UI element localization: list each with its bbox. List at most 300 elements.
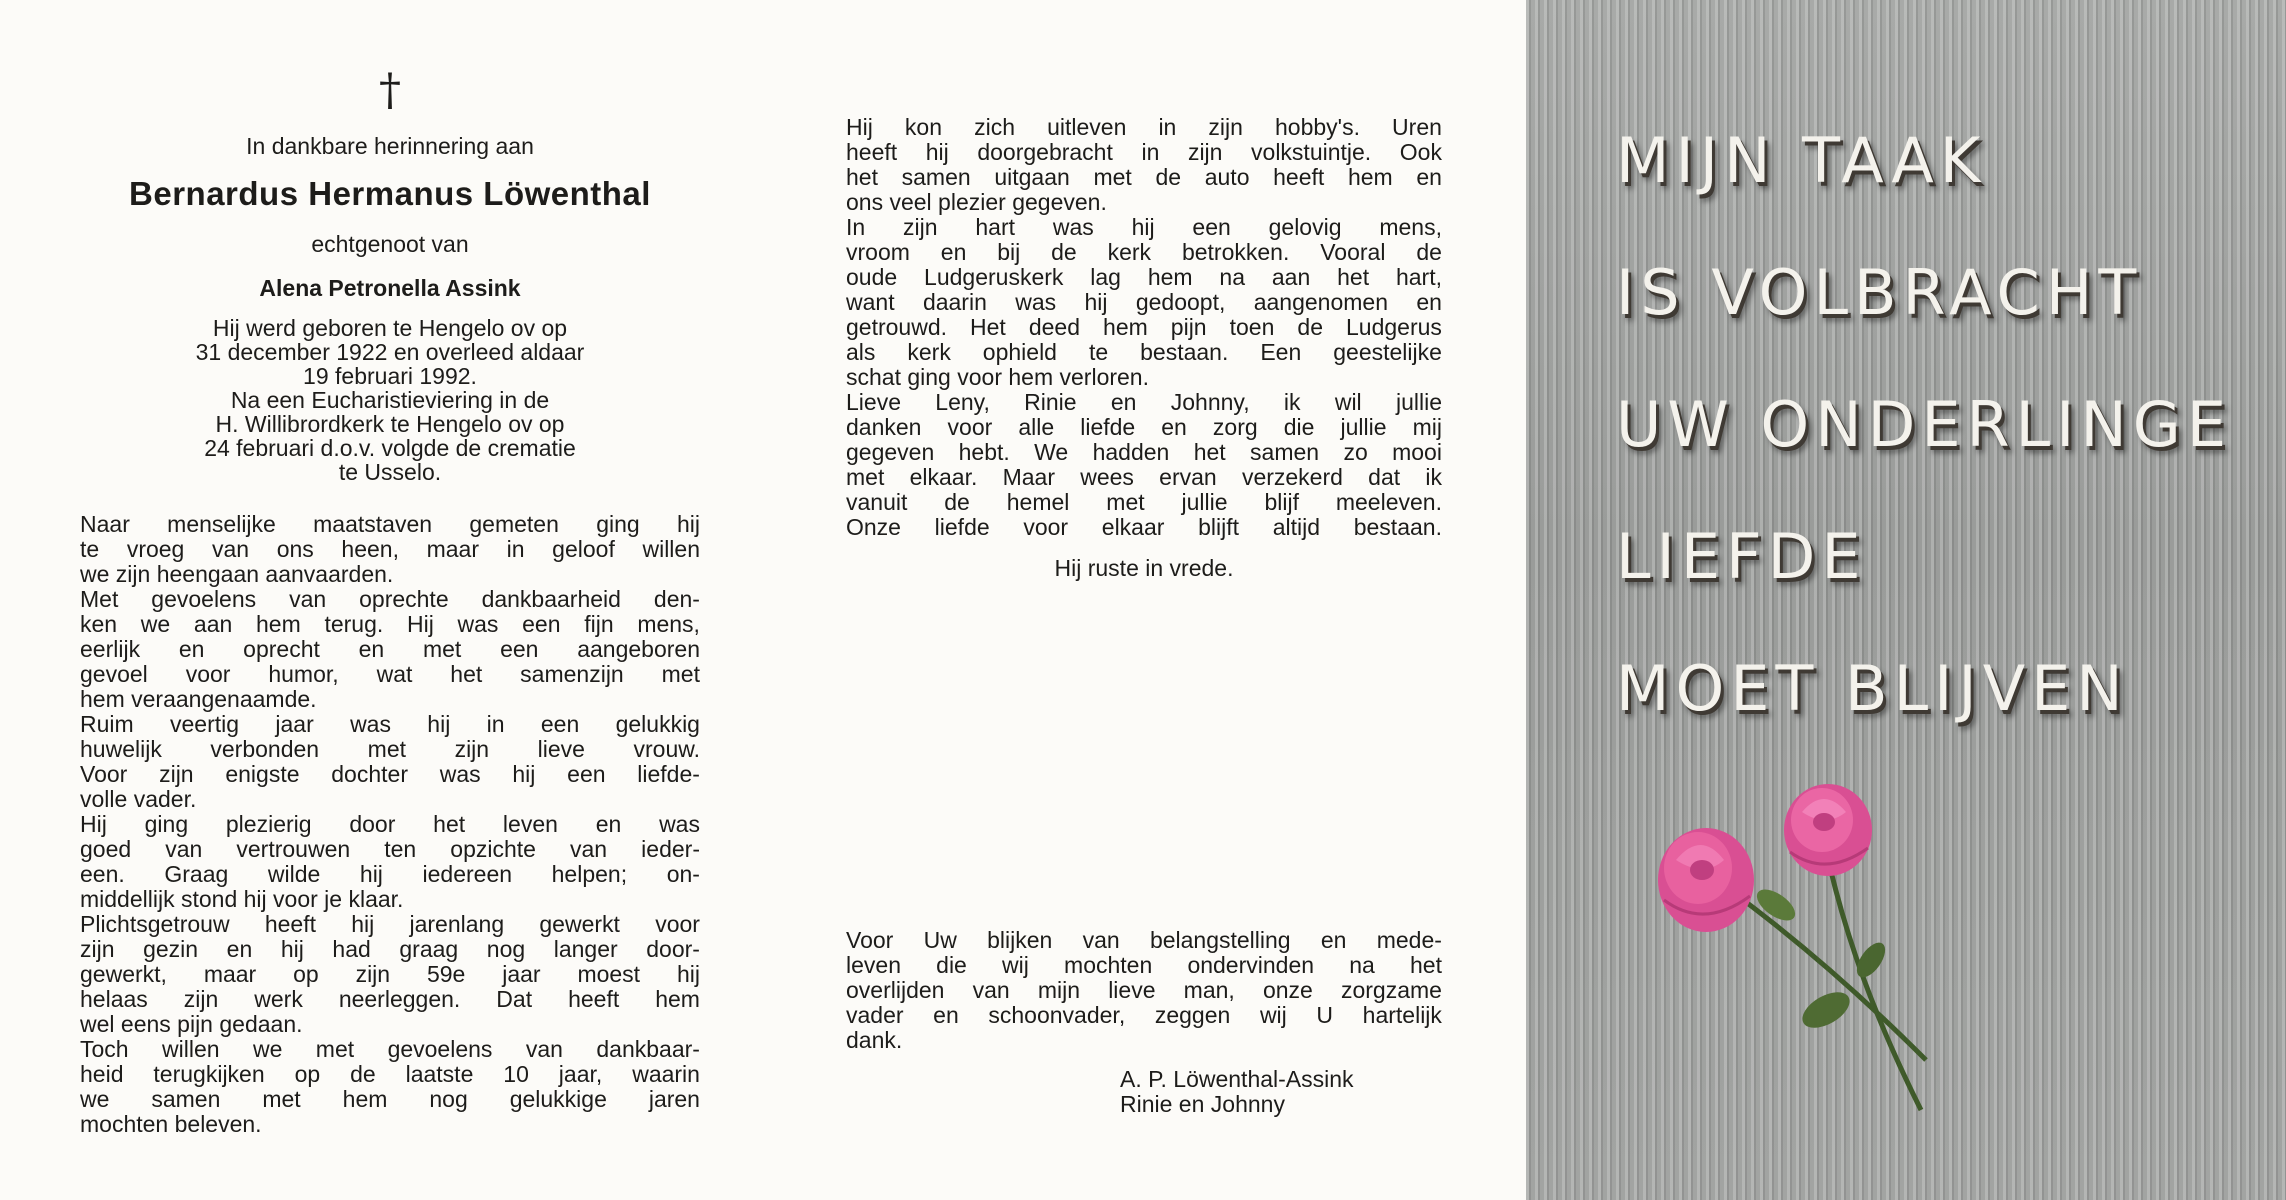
text-word: overlijden xyxy=(846,977,945,1003)
text-line xyxy=(846,978,1442,1003)
text-word: het xyxy=(433,811,466,837)
text-word: Vooral xyxy=(1320,239,1386,265)
text-word: en xyxy=(358,636,385,662)
text-word: werk xyxy=(254,986,303,1012)
text-line: wel eens pijn gedaan. xyxy=(80,1011,303,1037)
text-line xyxy=(80,812,700,837)
text-word: en xyxy=(595,811,622,837)
text-word: goed xyxy=(80,836,132,862)
text-line xyxy=(846,215,1442,240)
text-word: ervan xyxy=(1159,464,1217,490)
text-word: ik xyxy=(1425,464,1442,490)
text-word: zijn xyxy=(903,214,938,240)
text-word: wees xyxy=(1080,464,1134,490)
text-word: liefde- xyxy=(637,761,700,787)
text-word: en xyxy=(1110,389,1137,415)
text-word: pijn xyxy=(1170,314,1207,340)
bio-line: Na een Eucharistieviering in de xyxy=(230,387,550,413)
text-word: hij xyxy=(351,911,375,937)
text-word: wilde xyxy=(267,861,321,887)
inscription-line: IS VOLBRACHT xyxy=(1616,256,2143,329)
text-word: volkstuintje. xyxy=(1251,139,1372,165)
text-word: blijft xyxy=(1198,514,1240,540)
text-word: vertrouwen xyxy=(236,836,351,862)
text-word: graag xyxy=(399,936,459,962)
text-word: Toch xyxy=(80,1036,129,1062)
text-line xyxy=(846,340,1442,365)
text-line xyxy=(846,953,1442,978)
text-word: en xyxy=(940,239,967,265)
text-word: en xyxy=(1320,927,1347,953)
text-word: maatstaven xyxy=(313,511,433,537)
text-word: was xyxy=(350,711,391,737)
text-word: aan xyxy=(193,611,233,637)
text-word: mij xyxy=(1412,414,1442,440)
text-word: wij xyxy=(1002,952,1029,978)
bio-line: Hij werd geboren te Hengelo ov op xyxy=(212,315,568,341)
bio-line: 19 februari 1992. xyxy=(303,363,477,389)
text-word: Onze xyxy=(846,514,901,540)
text-word: Rinie xyxy=(1024,389,1077,415)
text-word: Lieve xyxy=(846,389,901,415)
text-word: hij xyxy=(676,511,700,537)
text-word: samenzijn xyxy=(520,661,624,687)
text-line: schat ging voor hem verloren. xyxy=(846,364,1149,390)
text-word: hadden xyxy=(1092,439,1170,465)
text-word: zijn xyxy=(1208,114,1243,140)
text-word: opzichte xyxy=(450,836,536,862)
text-word: vroeg xyxy=(126,536,185,562)
text-word: het xyxy=(846,164,878,190)
text-word: een xyxy=(500,636,539,662)
text-word: Ludgerus xyxy=(1346,314,1442,340)
text-word: zorgzame xyxy=(1340,977,1442,1003)
text-line: middellijk stond hij voor je klaar. xyxy=(80,886,404,912)
text-word: auto xyxy=(1204,164,1250,190)
text-word: gezin xyxy=(143,936,199,962)
text-word: Naar xyxy=(80,511,130,537)
text-word: van xyxy=(165,836,203,862)
text-word: gevoelens xyxy=(151,586,257,612)
text-word: de xyxy=(1297,314,1323,340)
inscription-line: UW ONDERLINGE xyxy=(1616,388,2232,461)
text-word: kerk xyxy=(907,339,951,365)
text-word: Voor xyxy=(846,927,894,953)
text-line xyxy=(80,937,700,962)
text-word: hart, xyxy=(1395,264,1442,290)
text-word: hem xyxy=(655,986,700,1012)
text-word: hem xyxy=(1147,264,1193,290)
text-line xyxy=(846,140,1442,165)
text-word: ging xyxy=(144,811,189,837)
text-line xyxy=(846,490,1442,515)
text-line xyxy=(80,962,700,987)
text-word: Ludgeruskerk xyxy=(924,264,1064,290)
text-word: lieve xyxy=(1108,977,1156,1003)
text-word: hij xyxy=(359,861,383,887)
text-line xyxy=(846,515,1442,540)
intro-line: In dankbare herinnering aan xyxy=(246,133,534,159)
spouse-name: Alena Petronella Assink xyxy=(259,275,521,301)
text-word: ten xyxy=(384,836,417,862)
text-word: heeft xyxy=(568,986,620,1012)
left-column xyxy=(80,60,700,1137)
text-word: de xyxy=(1416,239,1442,265)
rose-stem xyxy=(1716,880,1926,1060)
text-word: en xyxy=(178,636,205,662)
text-word: na xyxy=(1349,952,1375,978)
text-line xyxy=(846,928,1442,953)
text-word: een xyxy=(540,711,580,737)
text-word: terugkijken xyxy=(153,1061,265,1087)
signature-line: Rinie en Johnny xyxy=(1120,1091,1285,1117)
text-word: zijn xyxy=(159,761,194,787)
text-line xyxy=(80,737,700,762)
text-word: gewerkt xyxy=(539,911,620,937)
text-word: dankbaar- xyxy=(596,1036,700,1062)
text-word: verbonden xyxy=(210,736,320,762)
text-word: na xyxy=(1219,264,1246,290)
text-word: jaar, xyxy=(558,1061,603,1087)
text-word: en xyxy=(1416,289,1442,315)
text-word: veertig xyxy=(170,711,240,737)
text-line xyxy=(80,1037,700,1062)
text-word: heid xyxy=(80,1061,124,1087)
text-word: we xyxy=(252,1036,283,1062)
rose-leaf xyxy=(1796,985,1855,1035)
text-word: lag xyxy=(1090,264,1121,290)
text-line: volle vader. xyxy=(80,786,197,812)
text-word: uitleven xyxy=(1047,114,1127,140)
rose-leaf xyxy=(1752,883,1801,926)
text-word: Johnny, xyxy=(1170,389,1250,415)
text-line xyxy=(846,440,1442,465)
text-word: huwelijk xyxy=(80,736,162,762)
text-word: zeggen xyxy=(1154,1002,1231,1028)
text-word: kon xyxy=(904,114,943,140)
text-word: U xyxy=(1316,1002,1334,1028)
text-word: schoonvader, xyxy=(988,1002,1126,1028)
text-word: langer xyxy=(553,936,618,962)
text-word: als xyxy=(846,339,876,365)
text-word: met xyxy=(422,636,462,662)
text-line xyxy=(80,587,700,612)
text-word: in xyxy=(1141,139,1160,165)
text-word: bestaan. xyxy=(1140,339,1229,365)
text-word: was xyxy=(1052,214,1094,240)
text-word: in xyxy=(506,536,525,562)
text-word: door xyxy=(349,811,396,837)
text-word: en xyxy=(933,1002,959,1028)
text-line: we zijn heengaan aanvaarden. xyxy=(80,561,394,587)
text-line xyxy=(846,165,1442,190)
text-line xyxy=(846,265,1442,290)
text-word: lieve xyxy=(537,736,585,762)
text-word: was xyxy=(439,761,481,787)
text-word: ik xyxy=(1283,389,1301,415)
text-word: humor, xyxy=(268,661,339,687)
text-word: Ruim xyxy=(80,711,134,737)
text-word: getrouwd. xyxy=(846,314,948,340)
text-word: heeft xyxy=(264,911,316,937)
text-line: ons veel plezier gegeven. xyxy=(846,189,1107,215)
text-line xyxy=(846,115,1442,140)
text-word: gedoopt, xyxy=(1135,289,1226,315)
text-word: leven xyxy=(846,952,901,978)
cross-icon: † xyxy=(379,65,401,116)
text-word: Uw xyxy=(923,927,957,953)
text-word: met xyxy=(315,1036,355,1062)
text-word: verzekerd xyxy=(1241,464,1343,490)
text-line xyxy=(80,987,700,1012)
text-word: blijken xyxy=(987,927,1053,953)
signature xyxy=(1120,1067,1442,1117)
text-word: jaar xyxy=(275,711,314,737)
text-word: Het xyxy=(970,314,1006,340)
text-word: in xyxy=(1158,114,1177,140)
text-line xyxy=(80,612,700,637)
text-word: gewerkt, xyxy=(80,961,167,987)
text-word: liefde xyxy=(934,514,990,540)
text-word: willen xyxy=(642,536,700,562)
text-word: het xyxy=(1337,264,1370,290)
text-word: die xyxy=(936,952,967,978)
text-word: jullie xyxy=(1181,489,1228,515)
text-word: zijn xyxy=(80,936,115,962)
text-word: waarin xyxy=(632,1061,700,1087)
text-word: Voor xyxy=(80,761,128,787)
text-word: de xyxy=(944,489,970,515)
text-word: zich xyxy=(974,114,1015,140)
text-word: was xyxy=(457,611,499,637)
text-word: het xyxy=(1409,952,1442,978)
text-word: jarenlang xyxy=(409,911,505,937)
text-word: meeleven. xyxy=(1335,489,1442,515)
text-word: alle xyxy=(1018,414,1055,440)
text-line xyxy=(846,465,1442,490)
text-word: hij xyxy=(1131,214,1155,240)
text-word: Met xyxy=(80,586,119,612)
text-word: jullie xyxy=(1340,414,1387,440)
text-line xyxy=(80,912,700,937)
text-word: blijf xyxy=(1264,489,1299,515)
bio-line: 31 december 1922 en overleed aldaar xyxy=(195,339,585,365)
text-word: Hij xyxy=(406,611,434,637)
thanks-block xyxy=(846,928,1442,1117)
text-word: Maar xyxy=(1002,464,1055,490)
text-word: liefde xyxy=(1080,414,1136,440)
text-word: met xyxy=(1106,489,1145,515)
text-word: hobby's. xyxy=(1275,114,1360,140)
text-word: van xyxy=(289,586,327,612)
text-word: mooi xyxy=(1392,439,1442,465)
text-line xyxy=(80,537,700,562)
text-word: met xyxy=(367,736,406,762)
text-word: bestaan. xyxy=(1353,514,1442,540)
inscription-line: MIJN TAAK xyxy=(1616,124,1987,197)
text-word: Uren xyxy=(1392,114,1442,140)
text-word: nog xyxy=(486,936,526,962)
text-line xyxy=(80,837,700,862)
memorial-photo xyxy=(1526,0,2286,1200)
tribute-text-continued xyxy=(846,115,1442,540)
text-word: we xyxy=(80,1086,110,1112)
text-word: toen xyxy=(1229,314,1275,340)
text-word: hebt. xyxy=(958,439,1010,465)
text-word: de xyxy=(1051,239,1077,265)
text-word: ophield xyxy=(982,339,1057,365)
text-word: was xyxy=(1015,289,1057,315)
text-word: Leny, xyxy=(935,389,990,415)
text-word: samen xyxy=(151,1086,221,1112)
text-word: vrouw. xyxy=(633,736,700,762)
text-word: ken xyxy=(80,611,118,637)
text-word: hij xyxy=(1084,289,1108,315)
text-word: geloof xyxy=(552,536,615,562)
text-word: maar xyxy=(426,536,480,562)
text-word: heeft xyxy=(1273,164,1325,190)
text-word: heen, xyxy=(341,536,399,562)
text-word: de xyxy=(1155,164,1182,190)
text-line xyxy=(80,712,700,737)
text-word: menselijke xyxy=(167,511,276,537)
text-word: hemel xyxy=(1006,489,1070,515)
text-word: terug. xyxy=(324,611,384,637)
text-word: elkaar. xyxy=(909,464,978,490)
text-word: betrokken. xyxy=(1181,239,1290,265)
text-word: Ook xyxy=(1399,139,1442,165)
text-word: helpen; xyxy=(551,861,628,887)
text-word: wil xyxy=(1334,389,1362,415)
text-word: hartelijk xyxy=(1362,1002,1442,1028)
text-word: ondervinden xyxy=(1187,952,1315,978)
text-word: dochter xyxy=(331,761,408,787)
text-line: mochten beleven. xyxy=(80,1111,262,1137)
text-word: voor xyxy=(947,414,993,440)
text-word: kerk xyxy=(1107,239,1152,265)
text-word: oprecht xyxy=(243,636,320,662)
bio-line: H. Willibrordkerk te Hengelo ov op xyxy=(215,411,565,437)
text-line: dank. xyxy=(846,1027,903,1053)
text-line xyxy=(80,512,700,537)
text-word: jullie xyxy=(1395,389,1442,415)
text-word: aan xyxy=(1271,264,1311,290)
text-line xyxy=(846,1003,1442,1028)
text-word: zijn xyxy=(183,986,219,1012)
text-word: en xyxy=(1416,164,1442,190)
text-word: helaas xyxy=(80,986,148,1012)
tribute-text xyxy=(80,512,700,1137)
text-word: het xyxy=(1193,439,1226,465)
inscription-line: MOET BLIJVEN xyxy=(1616,652,2129,725)
text-word: van xyxy=(570,836,608,862)
text-line xyxy=(80,1087,700,1112)
text-word: Graag xyxy=(164,861,229,887)
text-word: samen xyxy=(901,164,971,190)
text-word: aangenomen xyxy=(1253,289,1388,315)
text-word: vanuit xyxy=(846,489,908,515)
text-word: eerlijk xyxy=(80,636,141,662)
text-word: ging xyxy=(596,511,640,537)
text-word: met xyxy=(661,661,700,687)
text-word: mochten xyxy=(1064,952,1153,978)
text-word: gelukkige xyxy=(509,1086,607,1112)
text-word: den- xyxy=(653,586,700,612)
spouse-label: echtgenoot van xyxy=(311,231,469,257)
text-line xyxy=(846,390,1442,415)
text-word: Hij xyxy=(80,811,107,837)
text-word: bij xyxy=(997,239,1021,265)
text-line xyxy=(80,662,700,687)
text-word: van xyxy=(972,977,1010,1003)
thanks-text xyxy=(846,928,1442,1053)
text-word: zijn xyxy=(355,961,391,987)
text-word: hart xyxy=(975,214,1015,240)
text-word: 59e xyxy=(426,961,466,987)
text-word: te xyxy=(1088,339,1109,365)
text-word: een xyxy=(567,761,606,787)
deceased-name: Bernardus Hermanus Löwenthal xyxy=(129,175,651,212)
text-line xyxy=(80,762,700,787)
text-word: zijn xyxy=(1187,139,1223,165)
text-word: hem xyxy=(255,611,301,637)
text-word: doorgebracht xyxy=(977,139,1113,165)
text-word: vroom xyxy=(846,239,910,265)
text-word: man, xyxy=(1183,977,1235,1003)
text-word: plezierig xyxy=(225,811,312,837)
text-word: Plichtsgetrouw xyxy=(80,911,230,937)
text-word: voor xyxy=(185,661,231,687)
text-word: heeft xyxy=(846,139,898,165)
text-word: te xyxy=(80,536,100,562)
text-word: een xyxy=(522,611,561,637)
inscription-line: LIEFDE xyxy=(1616,520,1867,593)
text-word: en xyxy=(226,936,253,962)
text-word: we xyxy=(140,611,171,637)
text-word: daarin xyxy=(922,289,987,315)
text-word: belangstelling xyxy=(1149,927,1291,953)
text-word: laatste xyxy=(405,1061,474,1087)
text-word: die xyxy=(1283,414,1315,440)
text-word: leven xyxy=(502,811,558,837)
text-word: mens, xyxy=(637,611,700,637)
bio-block xyxy=(80,316,700,484)
text-word: oprechte xyxy=(359,586,449,612)
roses-illustration xyxy=(1526,0,2286,1200)
text-word: aangeboren xyxy=(577,636,700,662)
text-word: samen xyxy=(1250,439,1320,465)
text-word: van xyxy=(211,536,250,562)
text-word: elkaar xyxy=(1101,514,1165,540)
text-word: zorg xyxy=(1212,414,1258,440)
text-word: dat xyxy=(1368,464,1401,490)
bio-line: 24 februari d.o.v. volgde de crematie xyxy=(204,435,576,461)
text-word: dankbaarheid xyxy=(481,586,621,612)
text-word: fijn xyxy=(584,611,614,637)
text-word: was xyxy=(659,811,700,837)
text-word: op xyxy=(294,1061,321,1087)
text-word: ons xyxy=(276,536,314,562)
text-word: We xyxy=(1034,439,1069,465)
text-word: Dat xyxy=(496,986,533,1012)
text-word: een xyxy=(1192,214,1231,240)
text-line xyxy=(80,1062,700,1087)
text-word: mede- xyxy=(1376,927,1442,953)
text-word: hem xyxy=(1347,164,1393,190)
text-word: wij xyxy=(1259,1002,1287,1028)
text-word: gelovig xyxy=(1268,214,1342,240)
text-word: vader xyxy=(846,1002,904,1028)
